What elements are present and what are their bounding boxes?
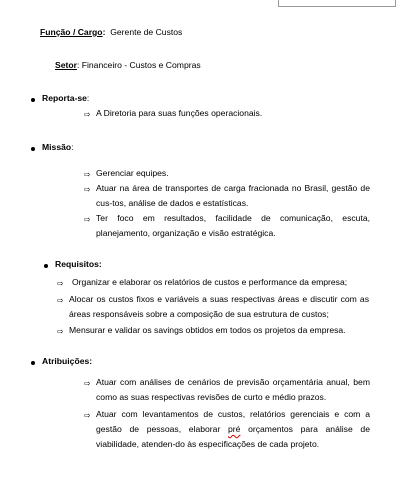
arrow-icon: ⇨ <box>84 110 91 119</box>
missao-title: Missão <box>42 142 72 152</box>
requisitos-title: Requisitos: <box>55 259 102 269</box>
missao-colon: : <box>71 142 74 152</box>
atribuicoes-heading <box>42 356 92 366</box>
setor-line <box>55 60 201 70</box>
missao-item: Gerenciar equipes. <box>96 168 169 178</box>
reporta-item: A Diretoria para suas funções operacionais. <box>96 108 263 118</box>
bullet-icon <box>31 147 35 151</box>
requisitos-item: Organizar e elaborar os relatórios de custos e performance da empresa; <box>72 277 348 287</box>
requisitos-item: Mensurar e validar os savings obtidos em todos os projetos da empresa. <box>69 325 346 335</box>
missao-item: Atuar na área de transportes de carga fracionada no Brasil, gestão de cus-tos, análise de dados e estatísticas. <box>96 183 370 208</box>
atribuicoes-item-part: orçamentos para análise de viabilidade, atenden-do às especificações de cada projeto. <box>96 424 370 449</box>
arrow-icon: ⇨ <box>84 170 91 179</box>
funcao-value: Gerente de Custos <box>110 27 183 37</box>
requisitos-heading <box>55 259 102 269</box>
missao-item: Ter foco em resultados, facilidade de comunicação, escuta, planejamento, organização e visão estratégica. <box>96 213 370 238</box>
arrow-icon: ⇨ <box>57 296 64 305</box>
arrow-icon: ⇨ <box>84 411 91 420</box>
missao-heading <box>42 142 74 152</box>
arrow-icon: ⇨ <box>57 327 64 336</box>
bullet-icon <box>44 264 48 268</box>
setor-label: Setor <box>55 60 77 70</box>
requisitos-item: Alocar os custos fixos e variáveis a suas respectivas áreas e discutir com as áreas responsáveis sobre a composição de sua estrutura de custos; <box>69 294 369 319</box>
spellcheck-word: pré <box>227 424 241 434</box>
atribuicoes-item <box>96 407 370 452</box>
bullet-icon <box>31 98 35 102</box>
bullet-icon <box>31 361 35 365</box>
page-corner-box <box>278 0 396 7</box>
reporta-colon: : <box>86 93 90 103</box>
atribuicoes-item: Atuar com análises de cenários de previsão orçamentária anual, bem como as suas respectivas revisões de curto e médio prazos. <box>96 377 370 402</box>
reporta-heading <box>42 93 89 103</box>
arrow-icon: ⇨ <box>84 185 91 194</box>
funcao-line <box>40 27 182 37</box>
funcao-label: Função / Cargo <box>40 27 103 37</box>
atribuicoes-item-part: Atuar com levantamentos de custos, relatórios gerenciais e com a gestão de pessoas, elaborar <box>96 409 370 434</box>
atribuicoes-title: Atribuições: <box>42 356 93 366</box>
arrow-icon: ⇨ <box>84 379 91 388</box>
setor-value: : Financeiro - Custos e Compras <box>76 60 201 70</box>
arrow-icon: ⇨ <box>57 279 64 288</box>
reporta-title: Reporta-se <box>42 93 87 103</box>
arrow-icon: ⇨ <box>84 215 91 224</box>
funcao-sep: : <box>102 27 106 37</box>
